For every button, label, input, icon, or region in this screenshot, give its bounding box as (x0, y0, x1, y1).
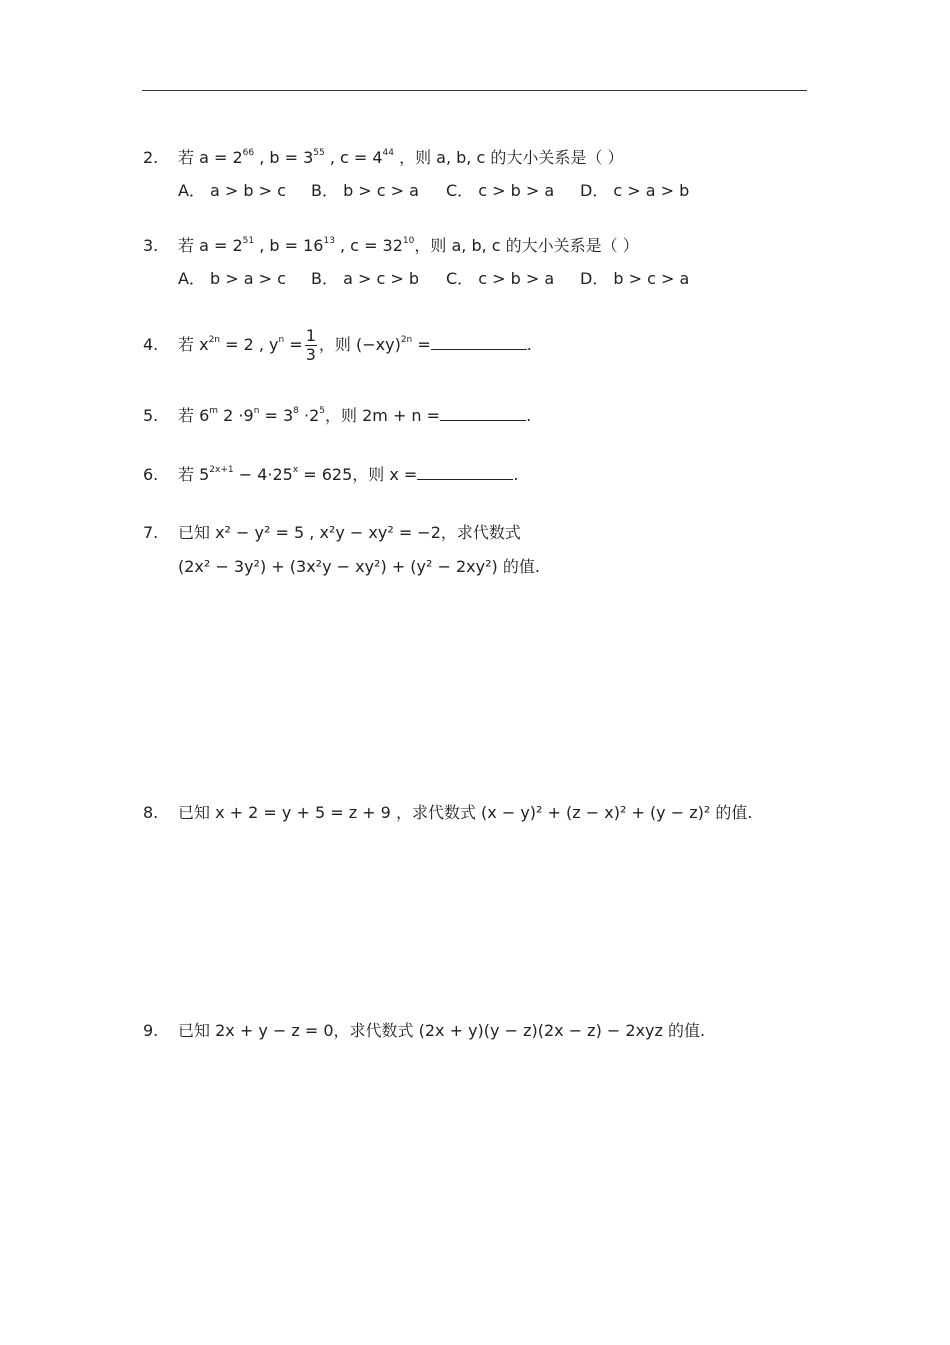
fraction: $\frac{1}{3}$ (305, 326, 316, 364)
answer-blank (431, 335, 527, 350)
question-number: 7. (143, 523, 159, 542)
question-9: 9. 已知 2x + y − z = 0，求代数式 (2x + y)(y − z)(2x − z) − 2xyz 的值. (143, 1021, 706, 1040)
question-7: 7. 已知 x² − y² = 5 , x²y − xy² = −2，求代数式 (143, 523, 521, 542)
option-a: A． a > b > c (178, 181, 286, 200)
option-d: D． b > c > a (580, 269, 690, 288)
question-7-expression: (2x² − 3y²) + (3x²y − xy²) + (y² − 2xy²) 的值. (178, 557, 540, 576)
question-3-options (178, 269, 689, 289)
question-number: 4. (143, 335, 159, 354)
question-number: 9. (143, 1021, 159, 1040)
answer-blank (440, 406, 526, 421)
option-c: C． c > b > a (446, 181, 555, 200)
question-number: 2. (143, 148, 159, 167)
question-number: 6. (143, 465, 159, 484)
answer-blank (417, 465, 513, 480)
question-2-options (178, 181, 689, 201)
option-b: B． b > c > a (311, 181, 419, 200)
option-b: B． a > c > b (311, 269, 419, 288)
question-3: 3. 若 $a = 2^{51}$ , $b = 16^{13}$ , $c = 32^{10}$，则 a, b, c 的大小关系是（ ） (143, 235, 639, 255)
question-number: 5. (143, 406, 159, 425)
header-rule (142, 90, 807, 91)
question-6: 6. 若 $5^{2x+1} - 4\cdot 25^x = 625$，则 x = . (143, 464, 519, 484)
question-number: 8. (143, 803, 159, 822)
option-a: A． b > a > c (178, 269, 286, 288)
question-number: 3. (143, 236, 159, 255)
question-8: 8. 已知 x + 2 = y + 5 = z + 9 ，求代数式 (x − y)² + (z − x)² + (y − z)² 的值. (143, 803, 753, 822)
question-4: 4. 若 $x^{2n} = 2$ , $y^n$ = $\frac{1}{3}$ ，则 $(-xy)^{2n}$ = . (143, 326, 532, 364)
question-2: 2. 若 $a = 2^{66}$ , $b = 3^{55}$ , $c = 4^{44}$ ，则 a, b, c 的大小关系是（ ） (143, 147, 624, 167)
question-5: 5. 若 6$^m$ $2 \cdot 9^n = 3^8 \cdot 2^5$，则 2m + n = . (143, 405, 532, 425)
option-c: C． c > b > a (446, 269, 555, 288)
option-d: D． c > a > b (580, 181, 690, 200)
